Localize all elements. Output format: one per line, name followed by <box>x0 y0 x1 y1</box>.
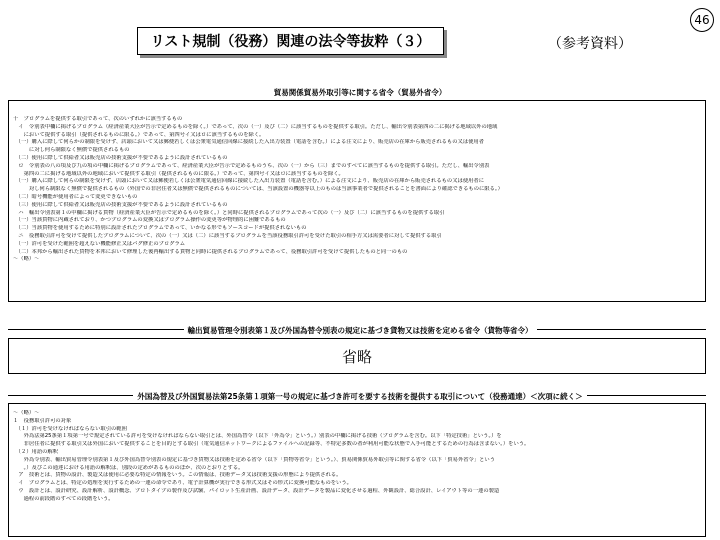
section2-text: 省略 <box>341 347 372 366</box>
section3-text-line: 外為法第25条第１項第一号で規定されている許可を受けなければならない取引とは、外国為替令（以下「外為令」という。）別表の中欄に掲げる技術（プログラムを含む。以下「特定技術」という。）を <box>13 433 502 440</box>
section3-text-line: 。）及びこの通達における用語の解釈は、別段の定めがあるもののほか、次のとおりとする。 <box>13 464 244 471</box>
section3-text-line: １ 役務取引許可の対象 <box>13 417 72 424</box>
section3-text-line: ア 技術とは、貨物の設計、製造又は使用に必要な特定の情報をいう。この情報は、技術データ又は技術支援の形態により提供される。 <box>13 472 342 479</box>
section3-text-line: 過程の前段階のすべての段階をいう。 <box>13 495 114 502</box>
section1-text-line: （一）許可を受けた範囲を超えない機能修正又はバグ修正のプログラム <box>13 240 186 247</box>
section1-text-line: ニ 役務取引許可を受けて提供したプログラムについて、次の（一）又は（二）に該当するプログラムを当該役務取引許可を受けた取引の相手方又は需要者に対して提供する取引 <box>13 232 442 239</box>
section1-text-line: 〜（略）〜 <box>13 256 40 263</box>
reference-label: （参考資料） <box>548 36 632 52</box>
section2-body <box>8 338 706 374</box>
section1-text-line: （一）購入に際して何らかの制限を受けず、店頭において又は郵便若しくは公衆電気通信回線に接続した入出力装置（電話を含む。）による注文により、販売店の在庫から販売されるもの又は使用者 <box>13 139 485 146</box>
section1-text-line: （二）使用に際して供給者又は販売店の技術支援が不要であるように設計されているもの <box>13 154 228 161</box>
section1-text-line: （二）暗号機能が使用者によって変更できないもの <box>13 193 138 200</box>
section1-text-line: 第四の二に掲げる地域以外の地域において提供する取引（提供されるものに限る。）であって、第四号イ又はロに該当するものを除く。 <box>13 170 344 177</box>
section1-text-line: （一）当該貨物に内蔵されており、かつプログラムの変換又はプログラム操作の変更等が物理的に困難であるもの <box>13 217 286 224</box>
section3-text-line: （２）用語の解釈 <box>13 448 59 455</box>
section3-body <box>8 403 706 537</box>
section1-heading: 貿易関係貿易外取引等に関する省令（貿易外省令） <box>0 87 720 98</box>
section1-text-line: イ 令別表中欄に掲げるプログラム（経済産業大臣が告示で定めるものを除く。）であって、次の（一）及び（二）に該当するものを提供する取引。ただし、輸出令別表第四の二に掲げる地域以外の地域 <box>13 123 498 130</box>
section2-heading: 輸出貿易管理令別表第１及び外国為替令別表の規定に基づき貨物又は技術を定める省令（貨物等省令） <box>0 325 720 336</box>
section3-text-line: （１）許可を受けなければならない取引の範囲 <box>13 425 127 432</box>
section1-text-line: （二）当該貨物を使用するために特別に設計されたプログラムであって、いかなる形でもソースコードが提供されないもの <box>13 225 307 232</box>
section1-text-line: に対し何ら制限なく無償で提供されるもの <box>13 147 130 154</box>
page-number: 46 <box>690 8 714 32</box>
section1-text-line: （一）購入に際して何らの制限を受けず、店頭において又は郵便若しくは公衆電気通信回線に接続した入出力装置（電話を含む。）による注文により、販売店の在庫から販売されるもの又は使用者に <box>13 178 485 185</box>
section1-text-line: （三）使用に際して供給者又は販売店の技術支援が不要であるように設計されているもの <box>13 201 228 208</box>
section1-body <box>8 100 706 302</box>
section3-text-line: 〜（略）〜 <box>13 410 40 416</box>
section3-text-line: 外為令別表、輸出貿易管理令別表第１及び外国為替令別表の規定に基づき貨物又は技術を定める省令（以下「貨物等省令」という。）、貿易関係貿易外取引等に関する省令（以下「貿易外省令」という <box>13 456 496 463</box>
section3-text-line: 非居住者に提供する取引又は外国において提供することを目的とする取引（電気通信ネットワークによるファイルへの記録等、不特定多数の者が利用可能な状態で入手可能とするための行為は含まない。）をいう。 <box>13 441 530 448</box>
section1-text-line: 十 プログラムを提供する取引であって、次のいずれかに該当するもの <box>13 116 183 122</box>
page-title: リスト規制（役務）関連の法令等抜粋（３） <box>137 27 444 55</box>
section3-heading: 外国為替及び外国貿易法第25条第１項第一号の規定に基づき許可を要する技術を提供する取引について（役務通達）＜次項に続く＞ <box>0 391 720 402</box>
section1-text-line: において提供する取引（提供されるものに限る。）であって、第四号イ又はロに該当するものを除く。 <box>13 131 265 138</box>
section1-text-line: ロ 令別表の八の項及び九の項の中欄に掲げるプログラムであって、経済産業大臣が告示で定めるものうち、次の（一）から（三）までのすべてに該当するものを提供する取引。ただし、輸出令別表 <box>13 162 490 169</box>
section3-text-line: イ プログラムとは、特定の処理を実行するための一連の命令であり、電子計算機が実行できる形式又はその形式に変換可能なものをいう。 <box>13 480 352 487</box>
section3-text-line: ウ 設計とは、設計研究、設計解析、設計概念、プロトタイプの製作及び試験、パイロット生産計画、設計データ、設計データを製品に変化させる過程、外観設計、総合設計、レイアウト等の一連の製造 <box>13 487 500 494</box>
section1-text-line: （二）本邦から輸出された貨物を本邦において修理した後再輸出する貨物と同時に提供されるプログラムであって、役務取引許可を受けて提供したものと同一のもの <box>13 248 408 255</box>
section1-text-line: 対し何ら制限なく無償で提供されるもの（外国での非居住者又は無償で提供されるものについては、当該設置の機器等以上のものは当該事業者で提供されることを書面により確認できるものに限る。） <box>13 186 503 193</box>
section1-text-line: ハ 輸出令別表第１の中欄に掲げる貨物（経済産業大臣が告示で定めるものを除く。）と同時に提供されるプログラムであって次の（一）及び（二）に該当するものを提供する取引 <box>13 209 445 216</box>
